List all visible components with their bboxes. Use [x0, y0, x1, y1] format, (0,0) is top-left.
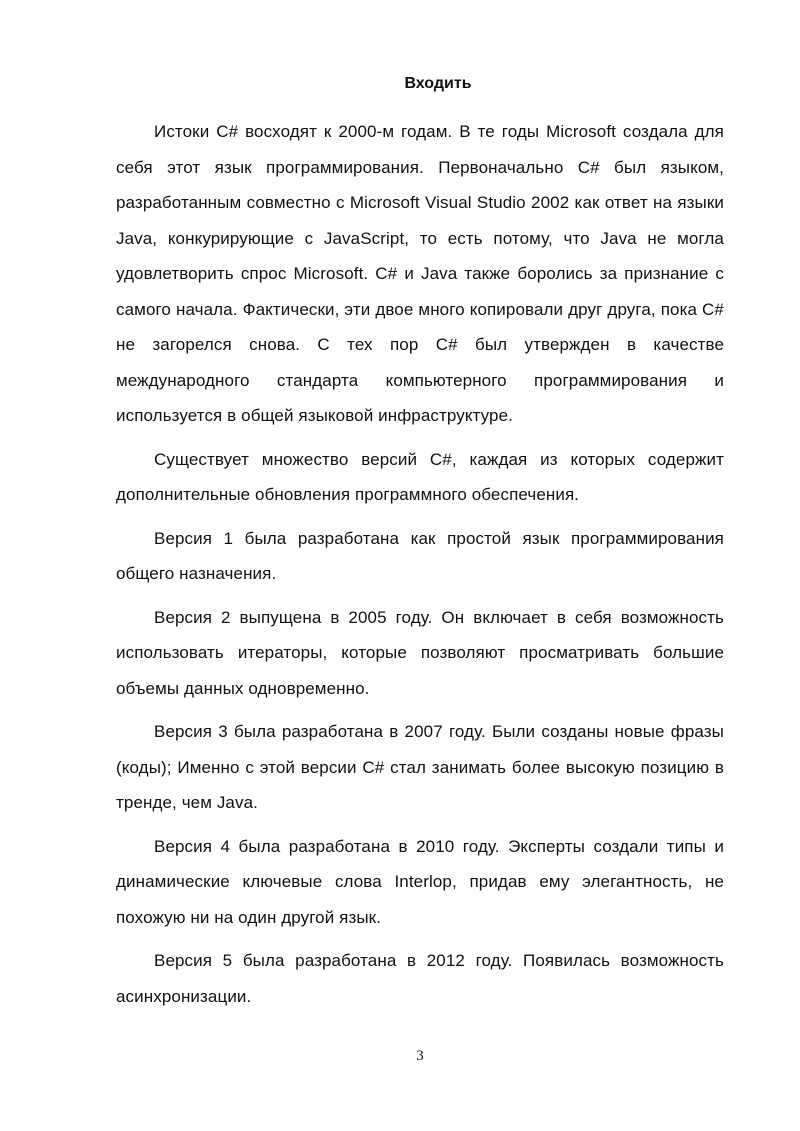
paragraph-intro: Истоки C# восходят к 2000-м годам. В те годы Microsoft создала для себя этот язык программирования. Первоначально C# был языком, разработанным совместно с Microsoft Visual Studio 2002 как ответ на языки Java, конкурирующие с JavaScript, то есть потому, что Java не могла удовлетворить спрос Microsoft. C# и Java также боролись за признание с самого начала. Фактически, эти двое много копировали друг друга, пока C# не загорелся снова. С тех пор C# был утвержден в качестве международного стандарта компьютерного программирования и используется в общей языковой инфраструктуре.: [116, 122, 724, 425]
paragraph-version-5: Версия 5 была разработана в 2012 году. Появилась возможность асинхронизации.: [116, 951, 724, 1006]
body-text: [116, 114, 724, 1022]
paragraph-version-3: Версия 3 была разработана в 2007 году. Были созданы новые фразы (коды); Именно с этой версии C# стал занимать более высокую позицию в тренде, чем Java.: [116, 722, 724, 812]
page-number: 3: [416, 1048, 424, 1064]
page-title: Входить: [404, 75, 472, 92]
paragraph-version-2: Версия 2 выпущена в 2005 году. Он включает в себя возможность использовать итераторы, которые позволяют просматривать большие объемы данных одновременно.: [116, 607, 724, 698]
paragraph-version-4: Версия 4 была разработана в 2010 году. Эксперты создали типы и динамические ключевые слова Interlop, придав ему элегантность, не похожую ни на один другой язык.: [116, 836, 724, 927]
paragraph-versions-overview: Существует множество версий C#, каждая из которых содержит дополнительные обновления программного обеспечения.: [116, 449, 724, 504]
paragraph-version-1: Версия 1 была разработана как простой язык программирования общего назначения.: [116, 528, 724, 583]
